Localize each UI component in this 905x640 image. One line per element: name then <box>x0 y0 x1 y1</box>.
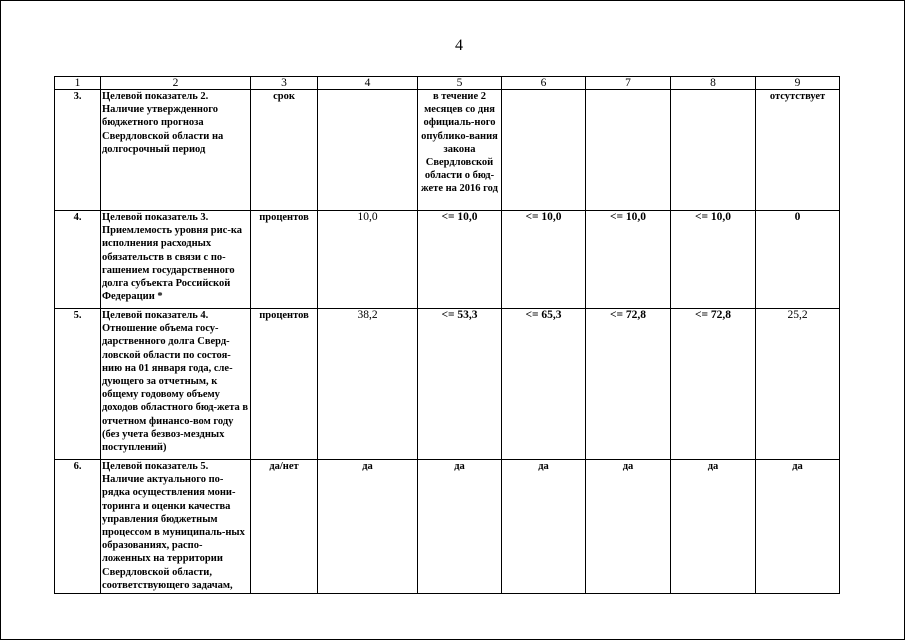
table-row <box>55 211 840 309</box>
row-number: 5. <box>55 309 101 460</box>
value-col5: да <box>418 460 502 594</box>
table-row <box>55 90 840 211</box>
value-col5: в течение 2 месяцев со дня официаль-ного опублико-вания закона Свердловской области о бюд-жете на 2016 год <box>418 90 502 211</box>
value-col4: 38,2 <box>318 309 418 460</box>
header-cell: 2 <box>101 77 251 90</box>
unit-cell: процентов <box>251 309 318 460</box>
header-cell: 6 <box>502 77 586 90</box>
header-cell: 7 <box>586 77 671 90</box>
value-col8: <= 10,0 <box>671 211 756 309</box>
value-col7: <= 72,8 <box>586 309 671 460</box>
row-number: 6. <box>55 460 101 594</box>
indicator-name: Целевой показатель 5. Наличие актуального по-рядка осуществления мони-торинга и оценки качества управления бюджетным процессом в муниципаль-ных образованиях, распо-ложенных на территории Свердловской области, соответствующего задачам, <box>101 460 251 594</box>
unit-cell: процентов <box>251 211 318 309</box>
value-col8: <= 72,8 <box>671 309 756 460</box>
row-number: 3. <box>55 90 101 211</box>
value-col9: да <box>756 460 840 594</box>
table-row <box>55 309 840 460</box>
header-cell: 8 <box>671 77 756 90</box>
header-cell: 5 <box>418 77 502 90</box>
indicator-name: Целевой показатель 4. Отношение объема госу-дарственного долга Сверд-ловской области по состоя-нию на 01 января года, сле-дующего за отчетным, к общему годовому объему доходов областного бюд-жета в отчетном финансо-вом году (без учета безвоз-мездных поступлений) <box>101 309 251 460</box>
value-col7: да <box>586 460 671 594</box>
header-cell: 9 <box>756 77 840 90</box>
value-col8 <box>671 90 756 211</box>
unit-cell: срок <box>251 90 318 211</box>
value-col9: 0 <box>756 211 840 309</box>
header-cell: 3 <box>251 77 318 90</box>
header-row <box>55 77 840 90</box>
indicator-name: Целевой показатель 3. Приемлемость уровня рис-ка исполнения расходных обязательств в связи с по-гашением государственного долга субъекта Российской Федерации * <box>101 211 251 309</box>
value-col7: <= 10,0 <box>586 211 671 309</box>
header-cell: 4 <box>318 77 418 90</box>
value-col6 <box>502 90 586 211</box>
value-col5: <= 53,3 <box>418 309 502 460</box>
value-col5: <= 10,0 <box>418 211 502 309</box>
value-col4: да <box>318 460 418 594</box>
value-col6: <= 65,3 <box>502 309 586 460</box>
value-col4 <box>318 90 418 211</box>
value-col6: <= 10,0 <box>502 211 586 309</box>
indicator-name: Целевой показатель 2. Наличие утвержденного бюджетного прогноза Свердловской области на долгосрочный период <box>101 90 251 211</box>
table-row <box>55 460 840 594</box>
indicators-table <box>54 76 840 594</box>
value-col9: отсутствует <box>756 90 840 211</box>
unit-cell: да/нет <box>251 460 318 594</box>
value-col9: 25,2 <box>756 309 840 460</box>
value-col7 <box>586 90 671 211</box>
value-col4: 10,0 <box>318 211 418 309</box>
header-cell: 1 <box>55 77 101 90</box>
page-number: 4 <box>455 37 463 54</box>
value-col8: да <box>671 460 756 594</box>
value-col6: да <box>502 460 586 594</box>
row-number: 4. <box>55 211 101 309</box>
